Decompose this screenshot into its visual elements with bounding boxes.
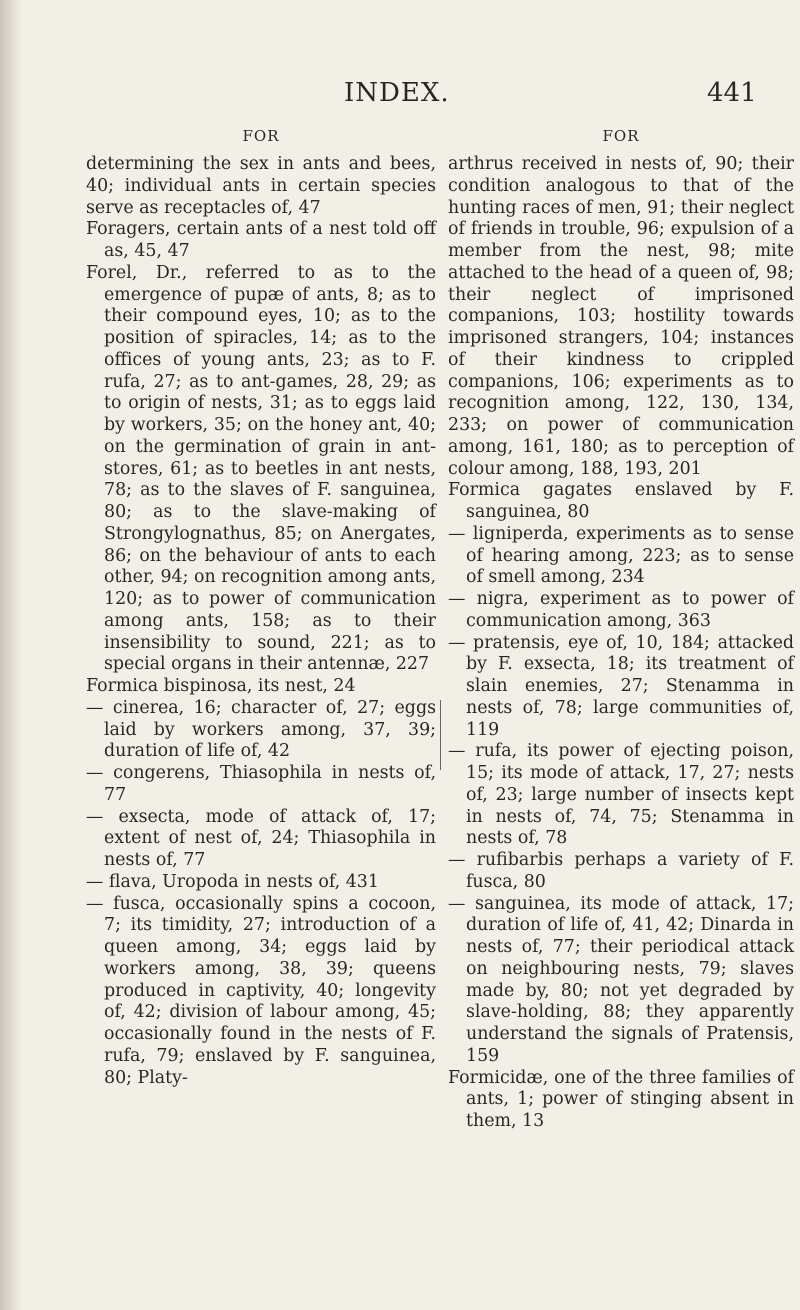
index-entry: — cinerea, 16; character of, 27; eggs laid by workers among, 37, 39; duration of life of, 42	[86, 697, 436, 762]
index-entry: arthrus received in nests of, 90; their condition analogous to that of the hunting races of men, 91; their neglect of friends in trouble, 96; expulsion of a member from the nest, 98; mite attached to the head of a queen of, 98; their neglect of imprisoned companions, 103; hostility towards imprisoned strangers, 104; instances of their kindness to crippled companions, 106; experiments as to recognition among, 122, 130, 134, 233; on power of communication among, 161, 180; as to perception of colour among, 188, 193, 201	[448, 154, 794, 479]
index-entry: Formicidæ, one of the three families of ants, 1; power of stinging absent in them, 13	[448, 1067, 794, 1131]
left-column-entries	[86, 154, 436, 1089]
page-number: 441	[707, 78, 757, 108]
running-head-title: INDEX.	[344, 78, 450, 108]
index-entry: determining the sex in ants and bees, 40; individual ants in certain species serve as receptacles of, 47	[86, 154, 436, 218]
index-entry: Formica gagates enslaved by F. sanguinea, 80	[448, 480, 794, 522]
index-entry: — nigra, experiment as to power of communication among, 363	[448, 589, 794, 631]
page-edge-shadow	[0, 0, 22, 1310]
index-entry: — rufa, its power of ejecting poison, 15; its mode of attack, 17, 27; nests of, 23; large number of insects kept in nests of, 74, 75; Stenamma in nests of, 78	[448, 741, 794, 849]
index-entry: — sanguinea, its mode of attack, 17; duration of life of, 41, 42; Dinarda in nests of, 77; their periodical attack on neighbouring nests, 79; slaves made by, 80; not yet degraded by slave-holding, 88; they apparently understand the signals of Pratensis, 159	[448, 893, 794, 1066]
right-column-heading: FOR	[602, 127, 640, 145]
index-entry: Forel, Dr., referred to as to the emergence of pupæ of ants, 8; as to their compound eyes, 10; as to the position of spiracles, 14; as to the offices of young ants, 23; as to F. rufa, 27; as to ant-games, 28, 29; as to origin of nests, 31; as to eggs laid by workers, 35; on the honey ant, 40; on the germination of grain in ant-stores, 61; as to beetles in ant nests, 78; as to the slaves of F. sanguinea, 80; as to the slave-making of Strongylognathus, 85; on Anergates, 86; on the behaviour of ants to each other, 94; on recognition among ants, 120; as to power of communication among ants, 158; as to their insensibility to sound, 221; as to special organs in their antennæ, 227	[86, 262, 436, 675]
index-entry: — pratensis, eye of, 10, 184; attacked by F. exsecta, 18; its treatment of slain enemies, 27; Stenamma in nests of, 78; large communities of, 119	[448, 632, 794, 740]
index-entry: — exsecta, mode of attack of, 17; extent of nest of, 24; Thiasophila in nests of, 77	[86, 806, 436, 870]
index-entry: — ligniperda, experiments as to sense of hearing among, 223; as to sense of smell among, 234	[448, 523, 794, 588]
column-divider	[440, 700, 441, 770]
left-column-heading: FOR	[242, 127, 280, 145]
index-entry: Foragers, certain ants of a nest told off as, 45, 47	[86, 219, 436, 261]
index-entry: — fusca, occasionally spins a cocoon, 7; its timidity, 27; introduction of a queen among, 34; eggs laid by workers among, 38, 39; queens produced in captivity, 40; longevity of, 42; division of labour among, 45; occasionally found in the nests of F. rufa, 79; enslaved by F. sanguinea, 80; Platy-	[86, 893, 436, 1088]
index-entry: — flava, Uropoda in nests of, 431	[86, 871, 379, 892]
right-column	[448, 124, 794, 1133]
right-column-entries	[448, 154, 794, 1133]
index-entry: — congerens, Thiasophila in nests of, 77	[86, 763, 436, 805]
index-entry: Formica bispinosa, its nest, 24	[86, 676, 356, 696]
running-head	[0, 78, 800, 112]
index-entry: — rufibarbis perhaps a variety of F. fusca, 80	[448, 850, 794, 892]
left-column	[86, 124, 436, 1089]
